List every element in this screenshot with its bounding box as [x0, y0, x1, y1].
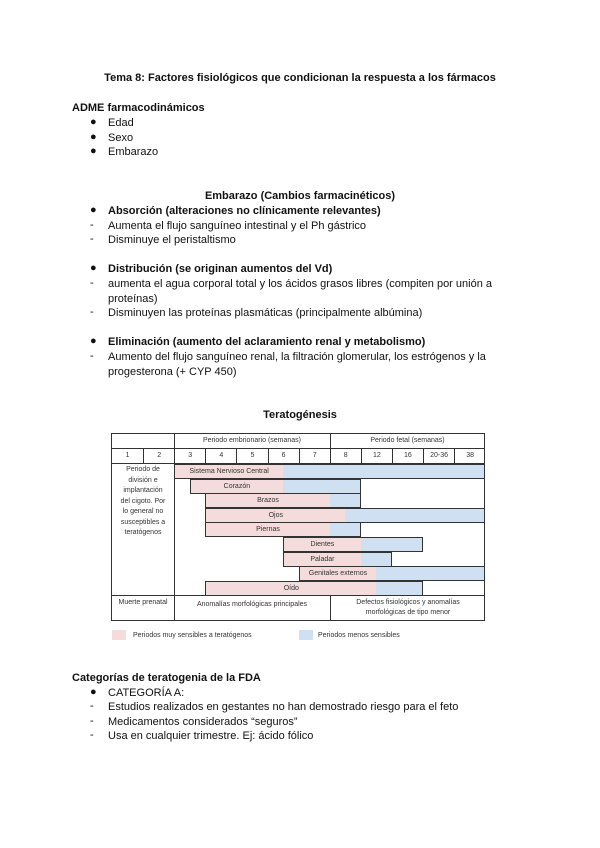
dash-icon: - [90, 729, 94, 741]
dash-icon: - [90, 350, 94, 362]
left-note-line: división e [128, 476, 158, 484]
dash-icon: - [90, 700, 94, 712]
sensitive-bar: Brazos [205, 493, 329, 508]
left-note-line: teratógenos [124, 529, 162, 536]
bullet-icon: ● [90, 335, 97, 347]
fetal-header: Periodo fetal (semanas) [370, 437, 445, 444]
list-item: Disminuye el peristaltismo [108, 234, 236, 246]
bullet-icon: ● [90, 204, 97, 216]
dash-icon: - [90, 277, 94, 289]
week-header: 8 [330, 449, 361, 463]
week-header: 3 [174, 449, 205, 463]
distribucion-title: Distribución (se originan aumentos del Vd) [108, 263, 333, 275]
week-header: 12 [361, 449, 392, 463]
embryonic-header: Periodo embrionario (semanas) [202, 437, 302, 444]
list-item: Estudios realizados en gestantes no han demostrado riesgo para el feto [108, 701, 459, 713]
list-item: aumenta el agua corporal total y los ácidos grasos libres (compiten por unión a [108, 278, 492, 290]
category-label: CATEGORÍA A: [108, 687, 185, 699]
week-header: 7 [299, 449, 330, 463]
dash-icon: - [90, 219, 94, 231]
list-item: Aumenta el flujo sanguíneo intestinal y el Ph gástrico [108, 220, 367, 232]
embarazo-heading: Embarazo (Cambios farmacinéticos) [204, 190, 396, 202]
list-item: Sexo [108, 132, 134, 144]
list-item: Medicamentos considerados “seguros” [108, 716, 298, 728]
week-header: 4 [205, 449, 236, 463]
week-header: 6 [268, 449, 299, 463]
teratogenesis-heading: Teratogénesis [263, 409, 337, 421]
list-item: Usa en cualquier trimestre. Ej: ácido fólico [108, 730, 314, 742]
page-title: Tema 8: Factores fisiológicos que condicionan la respuesta a los fármacos [104, 72, 496, 84]
teratogenesis-table [111, 433, 485, 621]
bottom-minor-defects: Defectos fisiológicos y anomalías morfológicas de tipo menor [356, 599, 460, 616]
week-header: 16 [392, 449, 423, 463]
less-sensitive-bar [283, 464, 485, 479]
fda-heading: Categorías de teratogenia de la FDA [72, 672, 261, 684]
eliminacion-title: Eliminación (aumento del aclaramiento renal y metabolismo) [108, 336, 426, 348]
bullet-icon: ● [90, 116, 97, 128]
less-sensitive-bar [376, 581, 423, 596]
left-note-line: susceptibles a [120, 518, 166, 526]
list-item: Aumento del flujo sanguíneo renal, la filtración glomerular, los estrógenos y la [108, 351, 486, 363]
less-sensitive-bar [376, 566, 485, 581]
week-header: 5 [236, 449, 267, 463]
list-item: Disminuyen las proteínas plasmáticas (principalmente albúmina) [108, 307, 423, 319]
week-header: 1 [125, 452, 130, 459]
sensitive-bar: Sistema Nervioso Central [174, 464, 283, 479]
legend-swatch-less [299, 630, 313, 640]
sensitive-bar: Genitales externos [299, 566, 377, 581]
sensitive-bar: Paladar [283, 552, 361, 567]
left-note-line: Periodo de [126, 466, 160, 473]
less-sensitive-bar [361, 552, 392, 567]
sensitive-bar: Ojos [205, 508, 345, 523]
bullet-icon: ● [90, 145, 97, 157]
legend-less: Periodos menos sensibles [318, 632, 400, 639]
sensitive-bar: Corazón [190, 479, 283, 494]
adme-heading: ADME farmacodinámicos [72, 102, 205, 114]
sensitive-bar: Dientes [283, 537, 361, 552]
bullet-icon: ● [90, 131, 97, 143]
less-sensitive-bar [361, 537, 423, 552]
week-header: 38 [454, 449, 485, 463]
sensitive-bar: Oído [205, 581, 376, 596]
absorcion-title: Absorción (alteraciones no clínicamente relevantes) [108, 205, 381, 217]
less-sensitive-bar [330, 493, 361, 508]
bullet-icon: ● [90, 686, 97, 698]
less-sensitive-bar [330, 522, 361, 537]
list-item-cont: proteínas) [108, 293, 158, 305]
left-note-line: lo general no [122, 508, 164, 515]
list-item: Edad [108, 117, 134, 129]
legend-swatch-sensitive [112, 630, 126, 640]
left-note [112, 465, 174, 539]
list-item-cont: progesterona (+ CYP 450) [108, 366, 237, 378]
left-note-line: del cigoto. Por [120, 497, 166, 505]
dash-icon: - [90, 715, 94, 727]
week-header: 20-36 [423, 449, 454, 463]
week-header: 2 [143, 449, 174, 463]
list-item: Embarazo [108, 146, 159, 158]
dash-icon: - [90, 306, 94, 318]
sensitive-bar: Piernas [205, 522, 329, 537]
bullet-icon: ● [90, 262, 97, 274]
legend-sensitive: Periodos muy sensibles a teratógenos [133, 632, 252, 639]
less-sensitive-bar [283, 479, 361, 494]
less-sensitive-bar [345, 508, 485, 523]
left-note-line: implantación [123, 487, 163, 494]
bottom-major-anomalies: Anomalías morfológicas principales [196, 601, 308, 608]
bottom-prenatal-death: Muerte prenatal [118, 599, 168, 606]
dash-icon: - [90, 233, 94, 245]
